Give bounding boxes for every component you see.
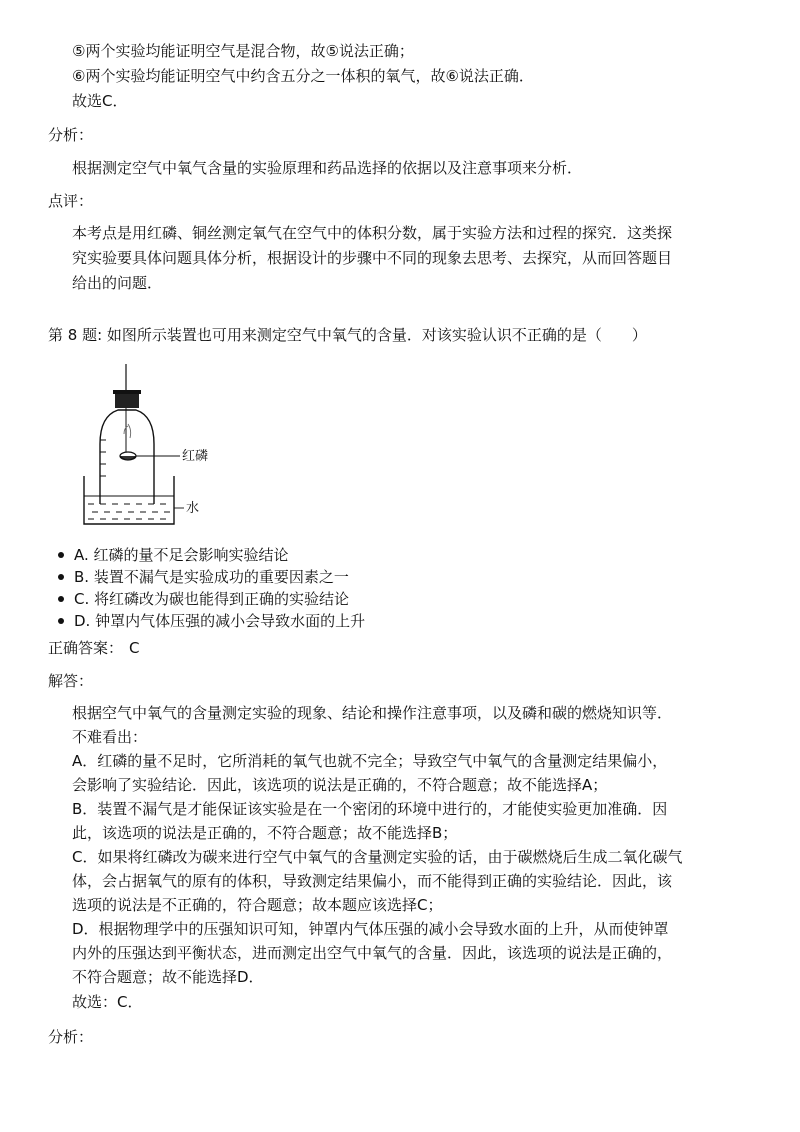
water-label: 水 (186, 501, 200, 516)
option-d[interactable]: D. 钟罩内气体压强的减小会导致水面的上升 (74, 612, 366, 630)
answer-label: 正确答案： (48, 639, 124, 657)
prev-comment-line: 究实验要具体问题具体分析，根据设计的步骤中不同的现象去思考、去探究，从而回答题目 (72, 249, 673, 267)
option-c[interactable]: C. 将红磷改为碳也能得到正确的实验结论 (74, 588, 365, 610)
solution-line: 此，该选项的说法是正确的，不符合题意；故不能选择B； (72, 824, 458, 842)
prev-comment-line: 给出的问题． (72, 274, 163, 292)
solution-line: D．根据物理学中的压强知识可知，钟罩内气体压强的减小会导致水面的上升，从而使钟罩 (72, 920, 669, 938)
solution-line: C．如果将红磷改为碳来进行空气中氧气的含量测定实验的话，由于碳燃烧后生成二氧化碳气 (72, 848, 683, 866)
solution-label: 解答： (48, 672, 94, 690)
apparatus-figure (78, 364, 228, 530)
prev-answer-line: ⑤两个实验均能证明空气是混合物，故⑤说法正确； (72, 42, 414, 60)
phosphorus-label: 红磷 (182, 449, 209, 464)
solution-line: 根据空气中氧气的含量测定实验的现象、结论和操作注意事项，以及磷和碳的燃烧知识等． (72, 704, 673, 722)
option-a[interactable]: A. 红磷的量不足会影响实验结论 (74, 544, 365, 566)
prev-analysis-text: 根据测定空气中氧气含量的实验原理和药品选择的依据以及注意事项来分析． (72, 159, 583, 177)
prev-answer-line: 故选C． (72, 92, 128, 110)
solution-line: B．装置不漏气是才能保证该实验是在一个密闭的环境中进行的，才能使实验更加准确．因 (72, 800, 668, 818)
answer-value: C (129, 639, 140, 657)
solution-line: 故选：C． (72, 993, 143, 1011)
prev-answer-line: ⑥两个实验均能证明空气中约含五分之一体积的氧气，故⑥说法正确． (72, 67, 534, 85)
prev-analysis-label: 分析： (48, 126, 94, 144)
prev-comment-line: 本考点是用红磷、铜丝测定氧气在空气中的体积分数，属于实验方法和过程的探究．这类探 (72, 224, 673, 242)
analysis-label: 分析： (48, 1028, 94, 1046)
solution-line: 不难看出： (72, 728, 148, 746)
options-list (48, 544, 365, 632)
solution-line: 会影响了实验结论．因此，该选项的说法是正确的，不符合题意；故不能选择A； (72, 776, 608, 794)
bell-jar-diagram (78, 364, 228, 530)
correct-answer (48, 637, 140, 659)
solution-line: 不符合题意；故不能选择D． (72, 968, 264, 986)
option-b[interactable]: B. 装置不漏气是实验成功的重要因素之一 (74, 566, 365, 588)
solution-line: 体，会占据氧气的原有的体积，导致测定结果偏小，而不能得到正确的实验结论．因此，该 (72, 872, 673, 890)
solution-line: 选项的说法是不正确的，符合题意；故本题应该选择C； (72, 896, 443, 914)
solution-line: 内外的压强达到平衡状态，进而测定出空气中氧气的含量．因此，该选项的说法是正确的， (72, 944, 673, 962)
solution-line: A．红磷的量不足时，它所消耗的氧气也就不完全；导致空气中氧气的含量测定结果偏小， (72, 752, 668, 770)
prev-comment-label: 点评： (48, 192, 94, 210)
question-title: 第 8 题: 如图所示装置也可用来测定空气中氧气的含量．对该实验认识不正确的是（ ） (48, 326, 647, 344)
